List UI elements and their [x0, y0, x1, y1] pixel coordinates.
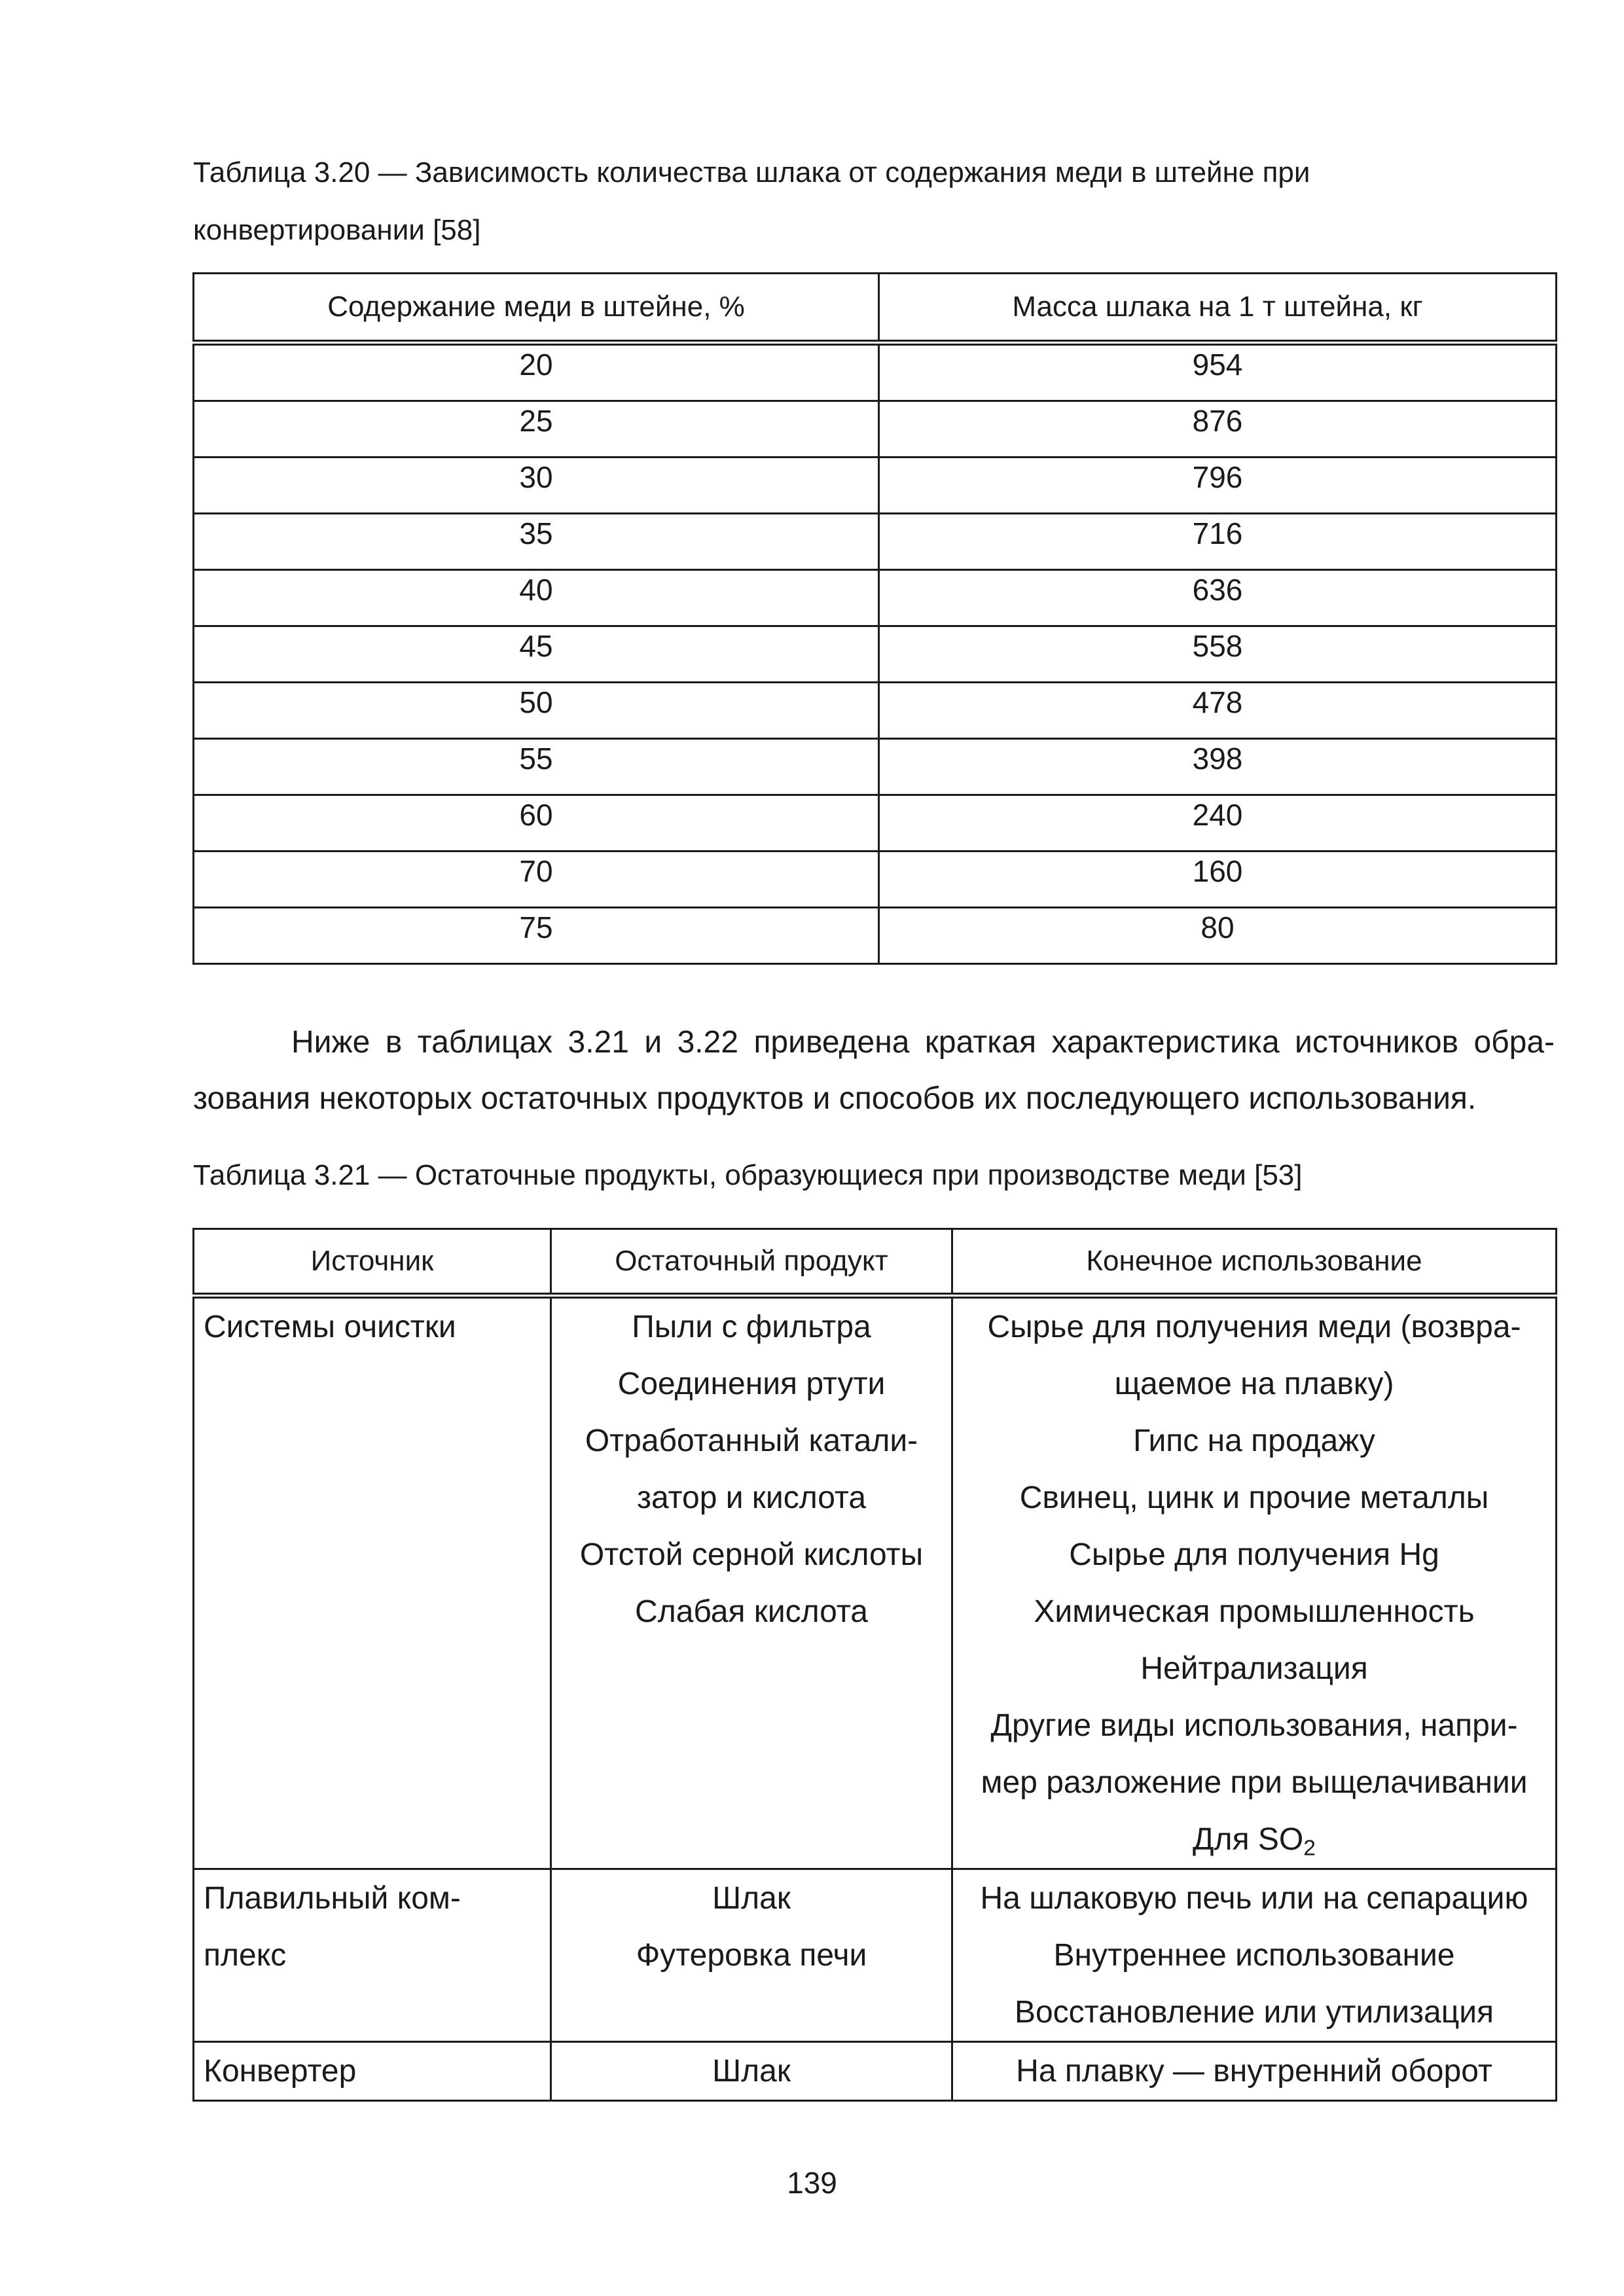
so2-subscript: 2	[1303, 1836, 1316, 1861]
use-text: Химическая промышленность	[1034, 1594, 1475, 1629]
cell-products	[551, 1869, 952, 2042]
body-paragraph	[193, 1014, 1555, 1127]
cell-copper-content: 75	[194, 908, 879, 964]
cell-slag-mass: 160	[879, 852, 1557, 908]
table-row	[194, 739, 1557, 795]
use-text-so2	[953, 1811, 1555, 1868]
table-header-row	[194, 1229, 1557, 1296]
cell-copper-content: 50	[194, 683, 879, 739]
so2-prefix: Для SO	[1193, 1822, 1304, 1857]
table-row	[194, 908, 1557, 964]
table-row	[194, 457, 1557, 514]
cell-uses	[952, 1869, 1557, 2042]
product-text: затор и кислота	[636, 1480, 867, 1515]
table-row	[194, 626, 1557, 683]
column-header-slag-mass: Масса шлака на 1 т штейна, кг	[879, 274, 1557, 343]
product-text: Отработанный катали-	[585, 1424, 918, 1458]
cell-uses	[952, 1296, 1557, 1869]
cell-slag-mass: 716	[879, 514, 1557, 570]
table-row	[194, 1869, 1557, 2042]
use-text: Внутреннее использование	[1053, 1938, 1455, 1973]
cell-copper-content: 40	[194, 570, 879, 626]
source-text: Системы очистки	[204, 1310, 456, 1344]
cell-copper-content: 70	[194, 852, 879, 908]
use-text: Другие виды использования, напри-	[990, 1708, 1518, 1743]
use-text: мер разложение при выщелачивании	[981, 1765, 1528, 1800]
cell-slag-mass: 636	[879, 570, 1557, 626]
use-text: Гипс на продажу	[1133, 1424, 1375, 1458]
product-text: Отстой серной кислоты	[579, 1537, 924, 1572]
cell-slag-mass: 478	[879, 683, 1557, 739]
source-text: плекс	[204, 1938, 287, 1973]
cell-slag-mass: 80	[879, 908, 1557, 964]
table-3-20-caption-line1: Таблица 3.20 — Зависимость количества шлака от содержания меди в штейне при	[193, 156, 1310, 188]
use-text: Сырье для получения меди (возвра-	[987, 1310, 1521, 1344]
table-3-21-caption: Таблица 3.21 — Остаточные продукты, образующиеся при производстве меди [53]	[193, 1159, 1303, 1191]
column-header-source: Источник	[194, 1229, 551, 1296]
table-3-20	[192, 272, 1557, 965]
paragraph-line2: зования некоторых остаточных продуктов и способов их последующего использования.	[193, 1081, 1477, 1116]
cell-uses	[952, 2042, 1557, 2101]
use-text: На шлаковую печь или на сепарацию	[980, 1881, 1528, 1916]
table-row	[194, 1296, 1557, 1869]
product-text: Футеровка печи	[636, 1938, 867, 1973]
cell-slag-mass: 876	[879, 401, 1557, 457]
product-text: Слабая кислота	[635, 1594, 868, 1629]
table-header-row	[194, 274, 1557, 343]
cell-slag-mass: 398	[879, 739, 1557, 795]
column-header-copper-content: Содержание меди в штейне, %	[194, 274, 879, 343]
table-3-21	[192, 1228, 1557, 2102]
table-row	[194, 570, 1557, 626]
product-text: Шлак	[712, 2054, 791, 2089]
cell-copper-content: 45	[194, 626, 879, 683]
use-text: На плавку — внутренний оборот	[1016, 2054, 1492, 2089]
cell-slag-mass: 796	[879, 457, 1557, 514]
use-text: Свинец, цинк и прочие металлы	[1019, 1480, 1489, 1515]
table-row	[194, 343, 1557, 401]
source-text: Конвертер	[204, 2054, 357, 2089]
product-text: Пыли с фильтра	[632, 1310, 871, 1344]
table-3-20-caption-line2: конвертировании [58]	[193, 214, 481, 246]
cell-copper-content: 20	[194, 343, 879, 401]
cell-slag-mass: 558	[879, 626, 1557, 683]
source-text: Плавильный ком-	[204, 1881, 461, 1916]
cell-copper-content: 55	[194, 739, 879, 795]
cell-copper-content: 60	[194, 795, 879, 852]
use-text: Восстановление или утилизация	[1014, 1995, 1494, 2030]
cell-copper-content: 30	[194, 457, 879, 514]
cell-source	[194, 1869, 551, 2042]
product-text: Соединения ртути	[617, 1367, 886, 1401]
cell-products	[551, 2042, 952, 2101]
table-row	[194, 401, 1557, 457]
cell-slag-mass: 240	[879, 795, 1557, 852]
cell-copper-content: 35	[194, 514, 879, 570]
use-text: Нейтрализация	[1140, 1651, 1368, 1686]
use-text: щаемое на плавку)	[1114, 1367, 1394, 1401]
table-3-20-caption	[193, 144, 1555, 259]
use-text: Сырье для получения Hg	[1069, 1537, 1439, 1572]
table-row	[194, 852, 1557, 908]
table-row	[194, 683, 1557, 739]
cell-copper-content: 25	[194, 401, 879, 457]
page-number: 139	[787, 2166, 837, 2200]
table-row	[194, 795, 1557, 852]
cell-source	[194, 2042, 551, 2101]
column-header-residual-product: Остаточный продукт	[551, 1229, 952, 1296]
cell-source	[194, 1296, 551, 1869]
cell-slag-mass: 954	[879, 343, 1557, 401]
table-row	[194, 514, 1557, 570]
column-header-end-use: Конечное использование	[952, 1229, 1557, 1296]
table-row	[194, 2042, 1557, 2101]
product-text: Шлак	[712, 1881, 791, 1916]
paragraph-line1: Ниже в таблицах 3.21 и 3.22 приведена краткая характеристика источников обра-	[291, 1025, 1555, 1060]
cell-products	[551, 1296, 952, 1869]
